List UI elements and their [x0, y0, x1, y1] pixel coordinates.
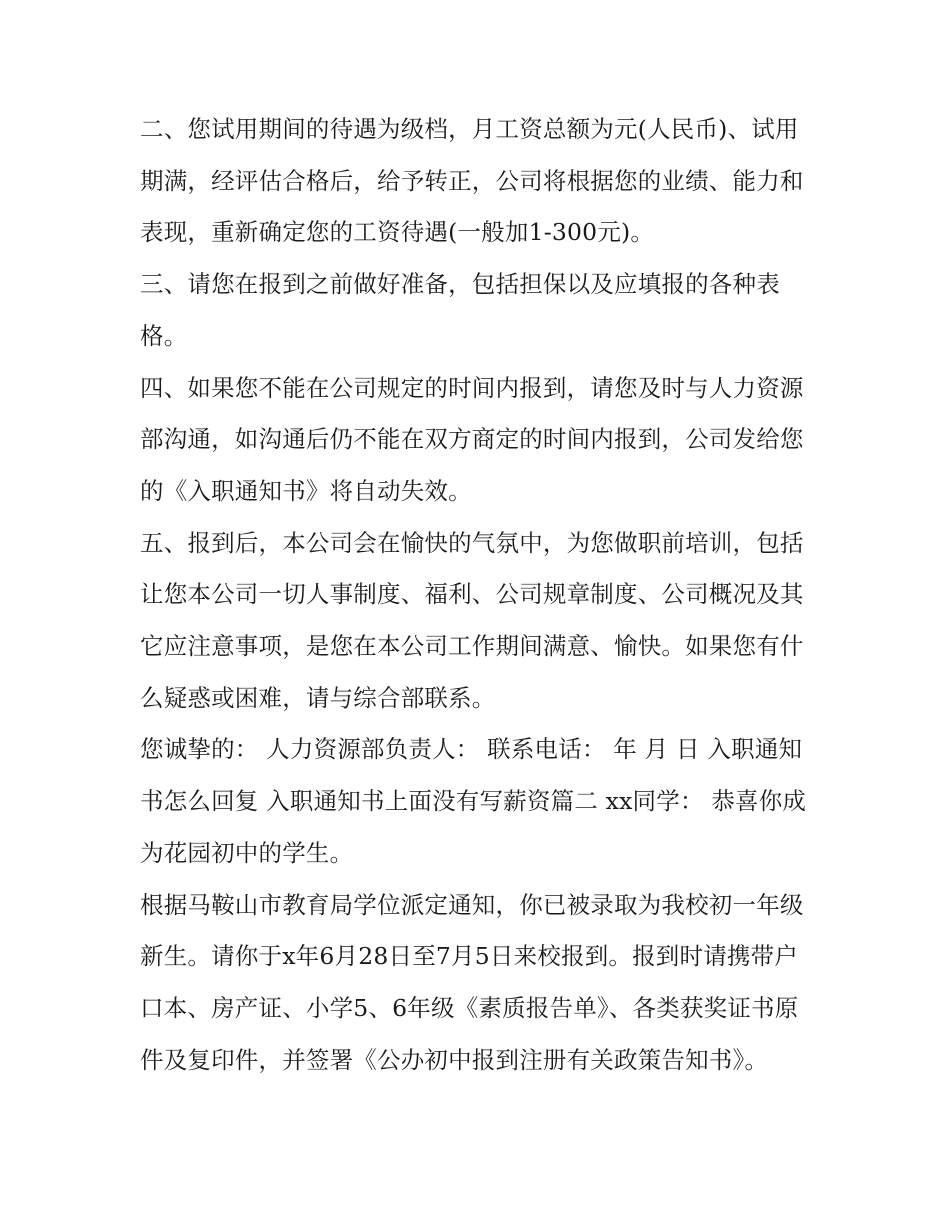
paragraph-enrollment: 根据马鞍山市教育局学位派定通知，你已被录取为我校初一年级新生。请你于x年6月28日至7月5日来校报到。报到时请携带户口本、房产证、小学5、6年级《素质报告单》、各类获奖证书原件及复印件，并签署《公办初中报到注册有关政策告知书》。: [140, 890, 804, 1074]
paragraph-training: 五、报到后，本公司会在愉快的气氛中，为您做职前培训，包括让您本公司一切人事制度、福利、公司规章制度、公司概况及其它应注意事项，是您在本公司工作期间满意、愉快。如果您有什么疑惑或困难，请与综合部联系。: [140, 528, 804, 712]
paragraph-probation-salary: 二、您试用期间的待遇为级档，月工资总额为元(人民币)、试用期满，经评估合格后，给予转正，公司将根据您的业绩、能力和表现，重新确定您的工资待遇(一般加1-300元)。: [140, 115, 804, 247]
paragraph-late-reporting: 四、如果您不能在公司规定的时间内报到，请您及时与人力资源部沟通，如沟通后仍不能在双方商定的时间内报到，公司发给您的《入职通知书》将自动失效。: [140, 373, 804, 505]
paragraph-signature-and-letter-two: 您诚挚的： 人力资源部负责人： 联系电话： 年 月 日 入职通知书怎么回复 入职通知书上面没有写薪资篇二 xx同学： 恭喜你成为花园初中的学生。: [140, 735, 807, 867]
paragraph-preparation: 三、请您在报到之前做好准备，包括担保以及应填报的各种表格。: [140, 270, 780, 350]
document-body: [140, 104, 815, 1086]
